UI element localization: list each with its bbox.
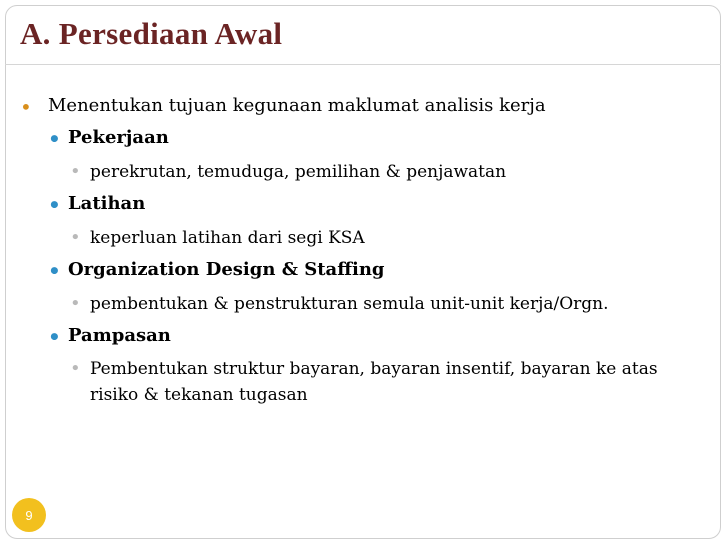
bullet-text: Menentukan tujuan kegunaan maklumat analisis kerja [48, 95, 546, 116]
bullet-dot-icon: • [48, 325, 61, 349]
bullet-dot-icon: • [48, 127, 61, 151]
bullet-dot-icon: • [70, 358, 81, 379]
slide-title: A. Persediaan Awal [20, 16, 283, 51]
bullet-dot-icon: • [48, 259, 61, 283]
bullet-dot-icon: • [20, 95, 32, 119]
title-divider [5, 64, 721, 65]
page-number-badge: 9 [12, 498, 46, 532]
bullet-dot-icon: • [48, 193, 61, 217]
bullet-dot-icon: • [70, 293, 81, 314]
bullet-dot-icon: • [70, 161, 81, 182]
bullet-dot-icon: • [70, 227, 81, 248]
